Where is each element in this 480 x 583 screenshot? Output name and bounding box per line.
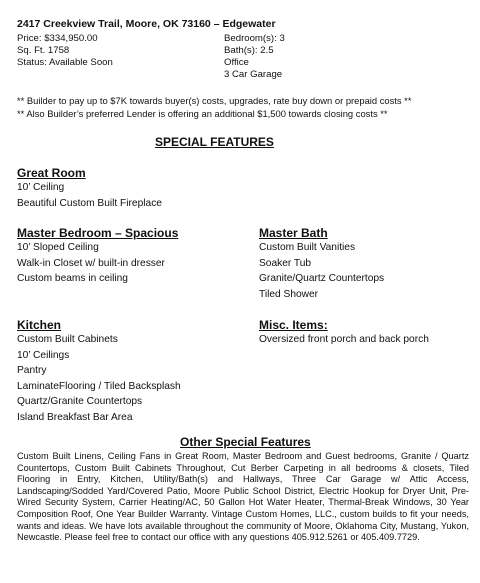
master-bath-heading: Master Bath [259, 226, 328, 240]
list-item: Oversized front porch and back porch [259, 334, 429, 345]
list-item: 10’ Sloped Ceiling [17, 242, 99, 253]
list-item: 10’ Ceiling [17, 182, 65, 193]
builder-note: ** Builder to pay up to $7K towards buyer(s) costs, upgrades, rate buy down or prepaid costs ** [17, 95, 412, 106]
master-bath-list [259, 240, 384, 302]
other-features-heading: Other Special Features [180, 435, 311, 449]
list-item: Quartz/Granite Countertops [17, 396, 143, 407]
listing-address: 2417 Creekview Trail, Moore, OK 73160 – Edgewater [17, 18, 276, 30]
garage-feature: 3 Car Garage [224, 69, 283, 80]
kitchen-heading: Kitchen [17, 318, 62, 332]
master-bedroom-list [17, 240, 165, 287]
list-item: Walk-in Closet w/ built-in dresser [17, 257, 165, 269]
price-value: Price: $334,950.00 [17, 33, 98, 44]
list-item: Custom beams in ceiling [17, 273, 128, 284]
misc-items-list [259, 332, 429, 348]
bathrooms-value: Bath(s): 2.5 [224, 45, 274, 56]
list-item: Custom Built Cabinets [17, 334, 118, 345]
left-details [17, 33, 113, 69]
list-item: Beautiful Custom Built Fireplace [17, 197, 162, 209]
list-item: Tiled Shower [259, 288, 319, 300]
right-details [224, 33, 285, 81]
list-item: Custom Built Vanities [259, 242, 356, 253]
great-room-list [17, 180, 162, 211]
misc-items-heading: Misc. Items: [259, 318, 328, 332]
square-feet-value: Sq. Ft. 1758 [17, 45, 70, 56]
list-item: LaminateFlooring / Tiled Backsplash [17, 380, 181, 392]
office-feature: Office [224, 57, 249, 68]
other-features-paragraph: Custom Built Linens, Ceiling Fans in Great Room, Master Bedroom and Guest bedrooms, Granite / Quartz Countertops, Custom Built Cabinets Throughout, Cut Berber Carpeting in all bedrooms & closets, Tiled Flooring in Entry, Kitchen, Utility/Bath(s) and Hallways, Three Car Garage w/ Attic Access, Landscaping/Sodded Yard/Covered Patio, Moore Public School District, Electric Hookup for Dryer Unit, Pre-Wired Security System, Carrier Heating/AC, 50 Gallon Hot Water Heater, Thermal-Break Windows, 30 Year Composition Roof, One Year Builder Warranty. Vintage Custom Homes, LLC., custom builds to fit your needs, wants and ideas. We have lots available throughout the community of Moore, Oklahoma City, Mustang, Yukon, Newcastle. Please feel free to contact our office with any questions 405.912.5261 or 405.409.7729. [17, 451, 469, 543]
list-item: Granite/Quartz Countertops [259, 273, 385, 284]
great-room-heading: Great Room [17, 166, 86, 180]
list-item: Island Breakfast Bar Area [17, 411, 133, 423]
special-features-heading: SPECIAL FEATURES [155, 135, 274, 149]
list-item: 10’ Ceilings [17, 349, 70, 361]
bedrooms-value: Bedroom(s): 3 [224, 33, 285, 44]
lender-note: ** Also Builder’s preferred Lender is offering an additional $1,500 towards closing costs ** [17, 108, 388, 119]
kitchen-list [17, 332, 181, 425]
master-bedroom-heading: Master Bedroom – Spacious [17, 226, 179, 240]
status-value: Status: Available Soon [17, 57, 113, 68]
list-item: Soaker Tub [259, 257, 312, 269]
list-item: Pantry [17, 365, 47, 376]
